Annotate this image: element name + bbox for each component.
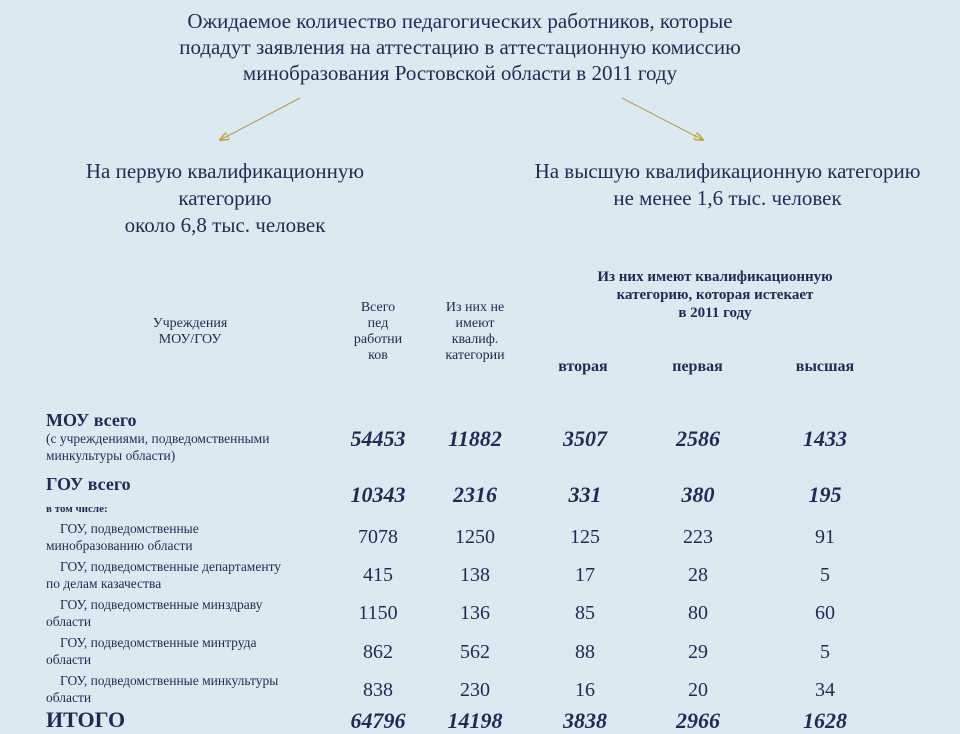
header-line: ков (368, 348, 388, 363)
row-label-line: ГОУ, подведомственные минкультуры (60, 673, 279, 688)
row-label (46, 520, 336, 554)
header-line: категории (445, 348, 505, 363)
cell-total: 415 (363, 564, 393, 586)
header-line: в 2011 году (678, 305, 752, 321)
row-note: в том числе: (46, 503, 108, 515)
cell-total: 7078 (358, 526, 398, 548)
header-expiring (530, 268, 900, 322)
row-label-line: области (46, 652, 92, 667)
header-line: квалиф. (451, 332, 499, 347)
cell-first: 80 (688, 602, 708, 624)
header-line: Из них имеют квалификационную (597, 269, 833, 285)
category-first-text (40, 158, 410, 239)
row-label-line: ГОУ, подведомственные минтруда (60, 635, 257, 650)
cell-highest: 5 (820, 641, 830, 663)
cell-first: 28 (688, 564, 708, 586)
header-line: имеют (455, 316, 495, 331)
cell-total: 64796 (350, 708, 406, 733)
header-no-category (420, 300, 530, 364)
header-line: Из них не (445, 300, 505, 315)
arrow-right (622, 98, 703, 140)
cell-second: 85 (575, 602, 595, 624)
header-line: Всего (360, 300, 396, 315)
cell-highest: 195 (808, 482, 842, 507)
header-line: работни (353, 332, 403, 347)
cell-second: 3507 (563, 426, 607, 451)
category-line: около 6,8 тыс. человек (124, 213, 326, 237)
row-label (46, 634, 336, 668)
cell-no-category: 136 (460, 602, 490, 624)
row-label (46, 596, 336, 630)
cell-total: 54453 (350, 426, 406, 451)
cell-no-category: 138 (460, 564, 490, 586)
header-line: Учреждения (152, 316, 228, 331)
row-label (46, 410, 336, 464)
cell-first: 20 (688, 679, 708, 701)
cell-highest: 1433 (803, 426, 847, 451)
cell-no-category: 14198 (447, 708, 503, 733)
cell-second: 88 (575, 641, 595, 663)
cell-highest: 91 (815, 526, 835, 548)
category-highest-text (500, 158, 955, 212)
header-second: вторая (558, 358, 608, 375)
header-highest: высшая (795, 358, 855, 375)
category-line: На первую квалификационную (85, 159, 365, 183)
header-first: первая (672, 358, 723, 375)
cell-no-category: 230 (460, 679, 490, 701)
title-line: подадут заявления на аттестацию в аттестационную комиссию (179, 35, 741, 59)
cell-total: 1150 (358, 602, 398, 624)
title-line: Ожидаемое количество педагогических работников, которые (187, 9, 733, 33)
row-label (46, 558, 336, 592)
header-line: категорию, которая истекает (616, 287, 814, 303)
cell-second: 3838 (563, 708, 607, 733)
cell-first: 2586 (676, 426, 720, 451)
cell-second: 16 (575, 679, 595, 701)
arrows-graphic (0, 0, 960, 150)
row-title: ГОУ всего (46, 474, 131, 494)
title-line: минобразования Ростовской области в 2011 году (242, 61, 678, 85)
header-line: МОУ/ГОУ (158, 332, 222, 347)
cell-no-category: 2316 (453, 482, 497, 507)
cell-second: 125 (570, 526, 600, 548)
cell-second: 331 (568, 482, 602, 507)
cell-no-category: 562 (460, 641, 490, 663)
row-label-line: области (46, 614, 92, 629)
category-line: категорию (178, 186, 272, 210)
cell-total: 862 (363, 641, 393, 663)
cell-no-category: 1250 (455, 526, 495, 548)
cell-first: 380 (681, 482, 715, 507)
header-total (330, 300, 426, 364)
row-label-line: ГОУ, подведомственные департаменту (60, 559, 282, 574)
arrow-left (220, 98, 300, 140)
cell-total: 10343 (350, 482, 406, 507)
row-subtitle: минкультуры области) (46, 448, 176, 463)
category-line: На высшую квалификационную категорию (534, 159, 921, 183)
row-title: МОУ всего (46, 410, 137, 430)
row-label-line: по делам казачества (46, 576, 162, 591)
row-label (46, 474, 336, 494)
cell-highest: 60 (815, 602, 835, 624)
cell-total: 838 (363, 679, 393, 701)
cell-first: 2966 (676, 708, 720, 733)
row-label-line: ГОУ, подведомственные минздраву (60, 597, 263, 612)
cell-highest: 5 (820, 564, 830, 586)
row-label-line: области (46, 690, 92, 705)
header-institutions (120, 316, 260, 348)
cell-highest: 1628 (803, 708, 847, 733)
row-label-line: ГОУ, подведомственные (60, 521, 199, 536)
row-title-total: ИТОГО (46, 707, 126, 732)
category-line: не менее 1,6 тыс. человек (613, 186, 842, 210)
header-line: пед (367, 316, 389, 331)
row-subtitle: (с учреждениями, подведомственными (46, 431, 270, 446)
row-label (46, 672, 336, 706)
cell-highest: 34 (815, 679, 835, 701)
cell-first: 29 (688, 641, 708, 663)
row-label-line: минобразованию области (46, 538, 193, 553)
cell-no-category: 11882 (448, 426, 502, 451)
cell-second: 17 (575, 564, 595, 586)
cell-first: 223 (683, 526, 713, 548)
